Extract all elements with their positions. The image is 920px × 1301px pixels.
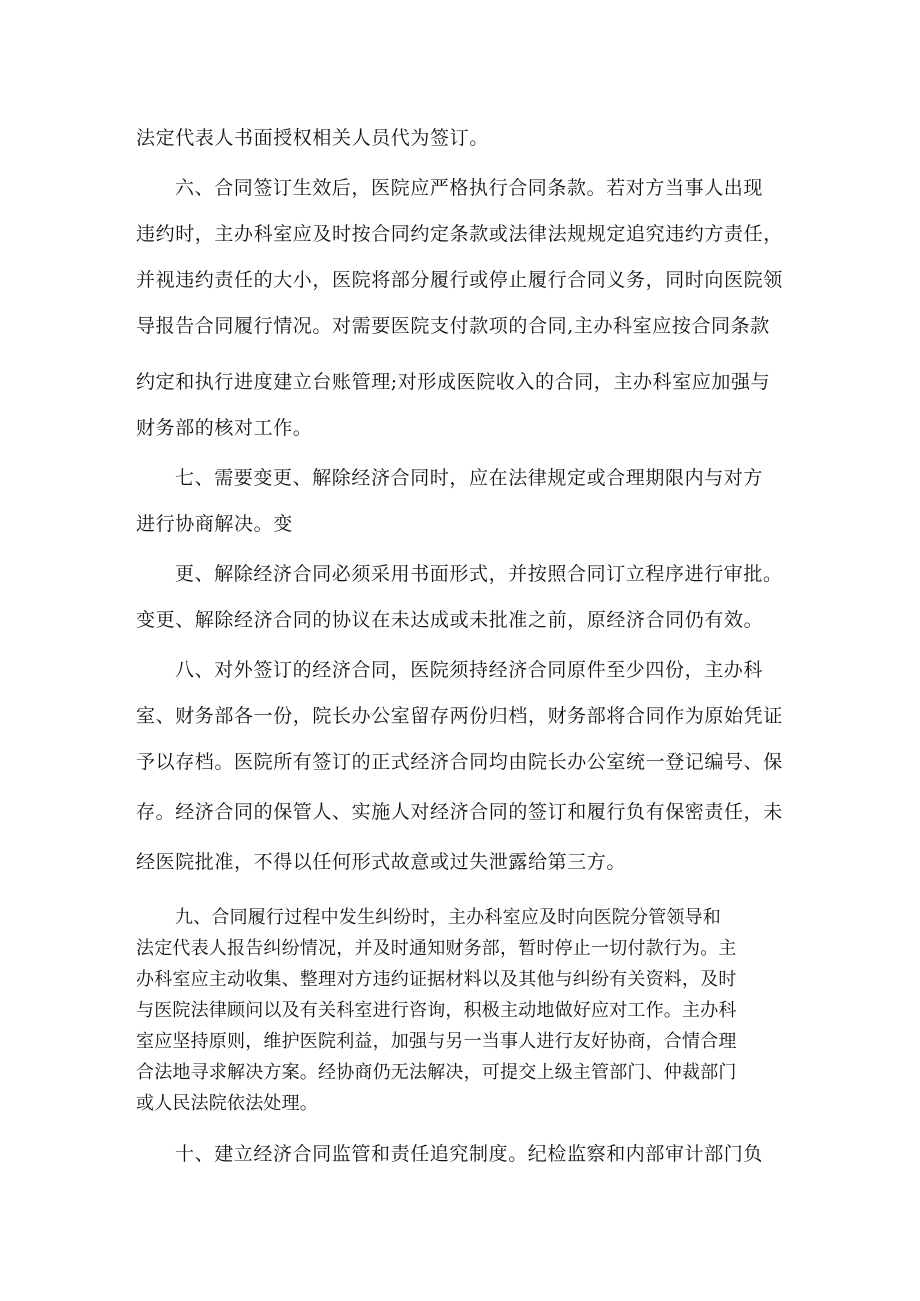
- paragraph-ten-line: 十、建立经济合同监管和责任追究制度。纪检监察和内部审计部门负: [175, 1143, 764, 1165]
- text-line: 约定和执行进度建立台账管理;对形成医院收入的合同，主办科室应加强与: [136, 371, 771, 393]
- text-line: 变更、解除经济合同的协议在未达成或未批准之前，原经济合同仍有效。: [136, 609, 764, 631]
- text-line: 进行协商解决。变: [136, 513, 293, 535]
- text-line: 存。经济合同的保管人、实施人对经济合同的签订和履行负有保密责任，未: [136, 801, 783, 823]
- text-line: 经医院批准，不得以任何形式故意或过失泄露给第三方。: [136, 851, 627, 873]
- paragraph-seven-line: 七、需要变更、解除经济合同时，应在法律规定或合理期限内与对方: [175, 467, 764, 489]
- text-line: 办科室应主动收集、整理对方违约证据材料以及其他与纠纷有关资料，及时: [136, 969, 737, 990]
- paragraph-six-line: 六、合同签订生效后，医院应严格执行合同条款。若对方当事人出现: [175, 177, 764, 199]
- text-line: 合法地寻求解决方案。经协商仍无法解决，可提交上级主管部门、仲裁部门: [136, 1062, 737, 1083]
- paragraph-eight-line: 八、对外签订的经济合同，医院须持经济合同原件至少四份，主办科: [175, 659, 764, 681]
- text-line: 违约时，主办科室应及时按合同约定条款或法律法规规定追究违约方责任，: [136, 223, 783, 245]
- text-line: 室应坚持原则，维护医院利益，加强与另一当事人进行友好协商，合情合理: [136, 1031, 737, 1052]
- text-line: 室、财务部各一份，院长办公室留存两份归档，财务部将合同作为原始凭证: [136, 705, 783, 727]
- text-line: 法定代表人书面授权相关人员代为签订。: [136, 127, 489, 149]
- text-line: 与医院法律顾问以及有关科室进行咨询，积极主动地做好应对工作。主办科: [136, 1000, 737, 1021]
- text-line: 更、解除经济合同必须采用书面形式，并按照合同订立程序进行审批。: [175, 563, 783, 585]
- text-line: 或人民法院依法处理。: [136, 1093, 318, 1114]
- text-line: 法定代表人报告纠纷情况，并及时通知财务部，暂时停止一切付款行为。主: [136, 938, 737, 959]
- text-line: 导报告合同履行情况。对需要医院支付款项的合同,主办科室应按合同条款: [136, 315, 770, 337]
- text-line: 财务部的核对工作。: [136, 417, 313, 439]
- text-line: 并视违约责任的大小，医院将部分履行或停止履行合同义务，同时向医院领: [136, 269, 783, 291]
- text-line: 予以存档。医院所有签订的正式经济合同均由院长办公室统一登记编号、保: [136, 751, 783, 773]
- paragraph-nine-line: 九、合同履行过程中发生纠纷时，主办科室应及时向医院分管领导和: [175, 907, 721, 928]
